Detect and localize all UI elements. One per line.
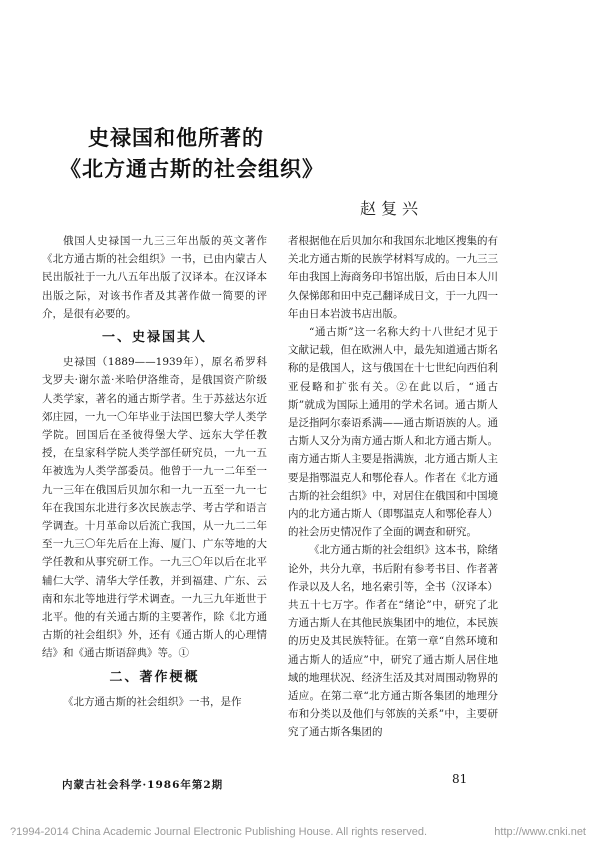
section-heading-2: 二、著作梗概 (109, 669, 200, 685)
page-number: 81 (452, 772, 468, 786)
tungus-name-paragraph: “通古斯”这一名称大约十八世纪才见于文献记载，但在欧洲人中，最先知道通古斯名称的是俄国人，这与俄国在十七世纪向西伯利亚侵略和扩张有关。②在此以后，“通古斯”就成为国际上通用的学术名词。通古斯人是泛指阿尔泰语系满——通古斯语族的人。通古斯人又分为南方通古斯人和北方通古斯人。南方通古斯人主要是指满族，北方通古斯人主要是指鄂温克人和鄂伦春人。作者在《北方通古斯的社会组织》中，对居住在俄国和中国境内的北方通古斯人（即鄂温克人和鄂伦春人）的社会历史情况作了全面的调查和研究。 (288, 326, 498, 539)
intro-paragraph: 俄国人史禄国一九三三年出版的英文著作《北方通古斯的社会组织》一书，已由内蒙古人民出版社于一九八五年出版了汉译本。在汉译本出版之际，对该书作者及其著作做一简要的评介，是很有必要的。 (42, 235, 267, 320)
continued-paragraph: 者根据他在后贝加尔和我国东北地区搜集的有关北方通古斯的民族学材料写成的。一九三三年由我国上海商务印书馆出版，后由日本人川久保悌郎和田中克己翻译成日文，于一九四一年由日本岩波书店出版。 (288, 235, 498, 320)
article-title-line2: 《北方通古斯的社会组织》 (60, 156, 324, 181)
article-title-line1: 史禄国和他所著的 (88, 125, 264, 150)
author-name: 赵复兴 (360, 199, 424, 218)
section2-paragraph: 《北方通古斯的社会组织》一书，是作 (63, 695, 242, 708)
cnki-link[interactable]: http://www.cnki.net (494, 826, 586, 838)
right-column (288, 232, 498, 742)
section1-paragraph: 史禄国（1889——1939年），原名希罗科戈罗夫·谢尔盖·米哈伊洛维奇，是俄国资产阶级人类学家，著名的通古斯学者。生于苏兹达尔近郊庄园，一九一〇年毕业于法国巴黎大学人类学学院。回国后在圣彼得堡大学、远东大学任教授，在皇家科学院人类学部任研究员，一九一五年被选为人类学部委员。他曾于一九一二年至一九一三年在俄国后贝加尔和一九一五至一九一七年在我国东北进行多次民族志学、考古学和语言学调查。十月革命以后流亡我国，从一九二二年至一九三〇年先后在上海、厦门、广东等地的大学任教和从事究研工作。一九三〇年以后在北平辅仁大学、清华大学任教，并到福建、广东、云南和东北等地进行学术调查。一九三九年逝世于北平。他的有关通古斯的主要著作，除《北方通古斯的社会组织》外，还有《通古斯人的心理情结》和《通古斯语辞典》等。① (42, 356, 267, 660)
copyright-text: ?1994-2014 China Academic Journal Electronic Publishing House. All rights reserved. (10, 826, 428, 838)
left-column (42, 232, 267, 711)
journal-footer: 内蒙古社会科学·1986年第2期 (62, 779, 224, 791)
copyright-bar (10, 826, 590, 838)
book-structure-paragraph: 《北方通古斯的社会组织》这本书，除绪论外，共分九章，书后附有参考书目、作者著作录以及人名，地名索引等，全书（汉译本）共五十七万字。作者在“绪论”中，研究了北方通古斯人在其他民族集团中的地位，本民族的历史及其民族特征。在第一章“自然环境和通古斯人的适应”中，研究了通古斯人居住地域的地理状况、经济生活及其对周围动物界的适应。在第二章“北方通古斯各集团的地理分布和分类以及他们与邻族的关系”中，主要研究了通古斯各集团的 (288, 544, 498, 739)
section-heading-1: 一、史禄国其人 (101, 330, 207, 346)
